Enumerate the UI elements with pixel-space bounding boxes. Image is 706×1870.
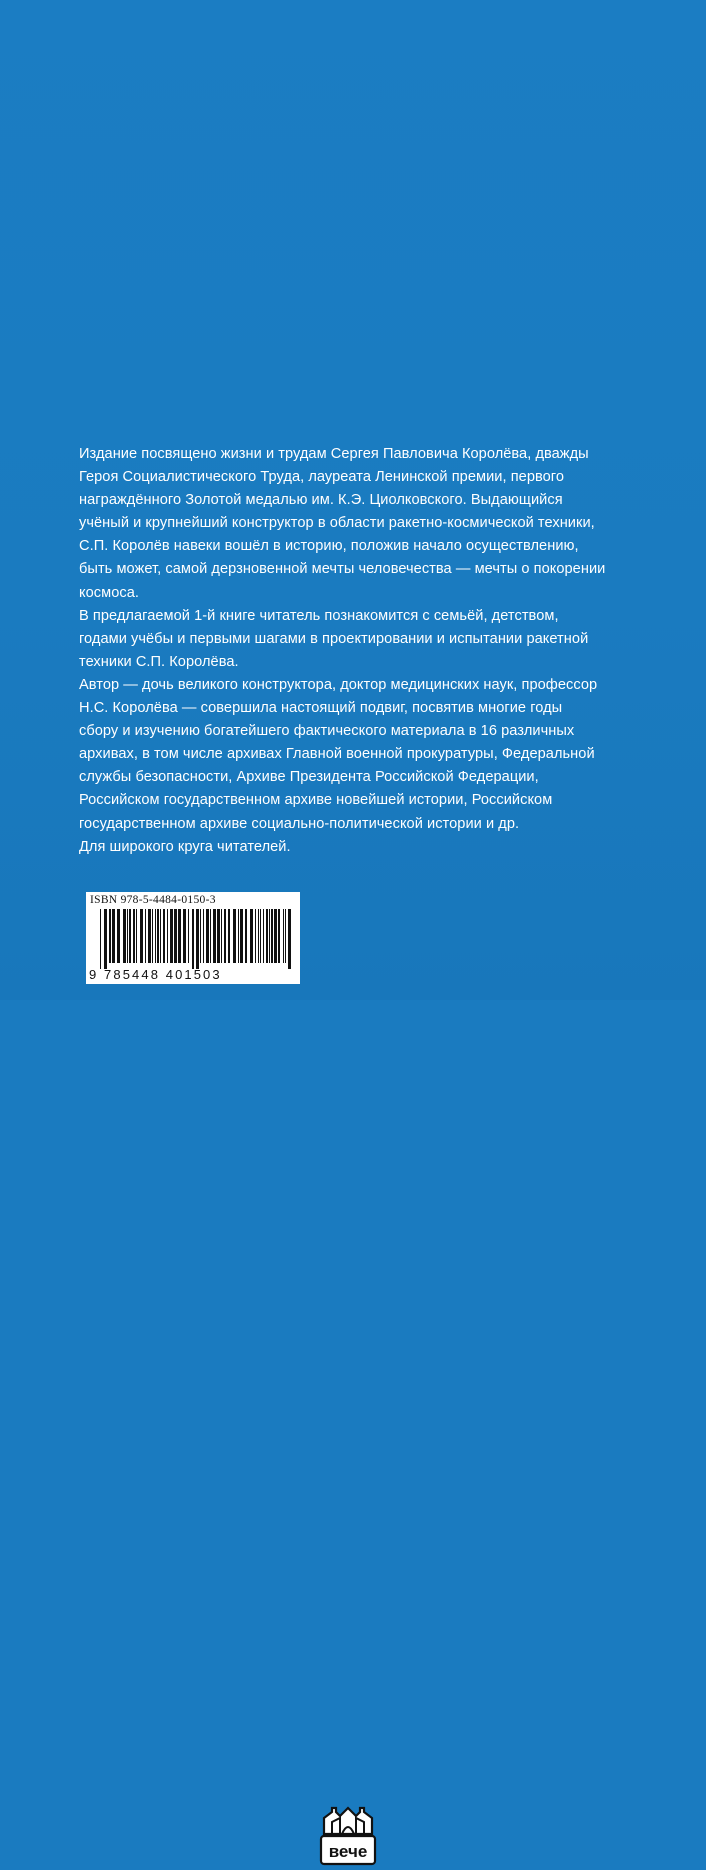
barcode-bar [140,909,143,963]
barcode-bar [155,909,156,963]
veche-publisher-logo-icon [318,1804,378,1870]
barcode-bar [145,909,146,963]
barcode-icon [100,909,292,969]
description-paragraph-4: Для широкого круга читателей. [79,838,291,855]
barcode-bar [104,909,107,969]
description-paragraph-3: Автор — дочь великого конструктора, доктор медицинских наук, профессор Н.С. Королёва — совершила настоящий подвиг, посвятив многие годы сбору и изучению богатейшего фактического материала в 16 различных архивах, в том числе архивах Главной военной прокуратуры, Федеральной службы безопасности, Архиве Президента Российской Федерации, Российском государственном архиве новейшей истории, Российском государственном архиве социально-политической истории и др. [79,676,598,832]
barcode-bar [183,909,186,963]
barcode-bar [278,909,280,963]
barcode-bar [174,909,177,963]
barcode-bar [167,909,168,963]
barcode-bar [250,909,253,963]
barcode-bar [288,909,291,969]
barcode-bar [217,909,220,963]
barcode-bar [238,909,239,963]
barcode-bar [188,909,189,963]
barcode-bar [263,909,264,963]
barcode-bar [152,909,153,963]
barcode-bar [206,909,209,963]
barcode-bar [271,909,273,963]
barcode-bar [224,909,226,963]
barcode-bar [221,909,222,963]
barcode-bar [160,909,161,963]
barcode-bar [127,909,128,963]
barcode-digits: 9 785448 401503 [89,967,222,982]
barcode-bar [233,909,236,963]
description-paragraph-2: В предлагаемой 1-й книге читатель познакомится с семьёй, детством, годами учёбы и первыми шагами в проектировании и испытании ракетной техники С.П. Королёва. [79,607,589,670]
barcode-bar [136,909,137,963]
barcode-bar [133,909,135,963]
barcode-bar [266,909,268,963]
barcode-bar [213,909,216,963]
barcode-bar [170,909,173,963]
barcode-bar [274,909,277,963]
barcode-bar [258,909,259,963]
barcode-bar [196,909,199,969]
barcode-bar [283,909,284,963]
barcode-bar [117,909,120,963]
barcode-bar [200,909,201,963]
barcode-bar [129,909,131,963]
description-paragraph-1: Издание посвящено жизни и трудам Сергея Павловича Королёва, дважды Героя Социалистического Труда, лауреата Ленинской премии, первого награждённого Золотой медалью им. К.Э. Циолковского. Выдающийся учёный и крупнейший конструктор в области ракетно-космической техники, С.П. Королёв навеки вошёл в историю, положив начало осуществлению, быть может, самой дерзновенной мечты человечества — мечты о покорении космоса. [79,446,606,601]
barcode-bar [192,909,194,969]
barcode-bar [285,909,286,963]
barcode-bar [148,909,151,963]
barcode-bar [260,909,261,963]
book-description [79,443,639,859]
barcode-bar [245,909,247,963]
barcode-bar [255,909,256,963]
barcode-bar [203,909,204,963]
barcode-bar [163,909,165,963]
barcode-bar [240,909,243,963]
barcode-bar [228,909,230,963]
barcode-bar [269,909,270,963]
barcode-bar [157,909,159,963]
publisher-logo-text: вече [328,1842,368,1861]
isbn-number: ISBN 978-5-4484-0150-3 [90,894,216,906]
isbn-barcode-block [86,892,368,1861]
barcode-bar [112,909,115,963]
barcode-bar [109,909,111,963]
barcode-bar [178,909,181,963]
barcode-bar [100,909,101,969]
barcode-bar [210,909,211,963]
barcode-bar [123,909,126,963]
